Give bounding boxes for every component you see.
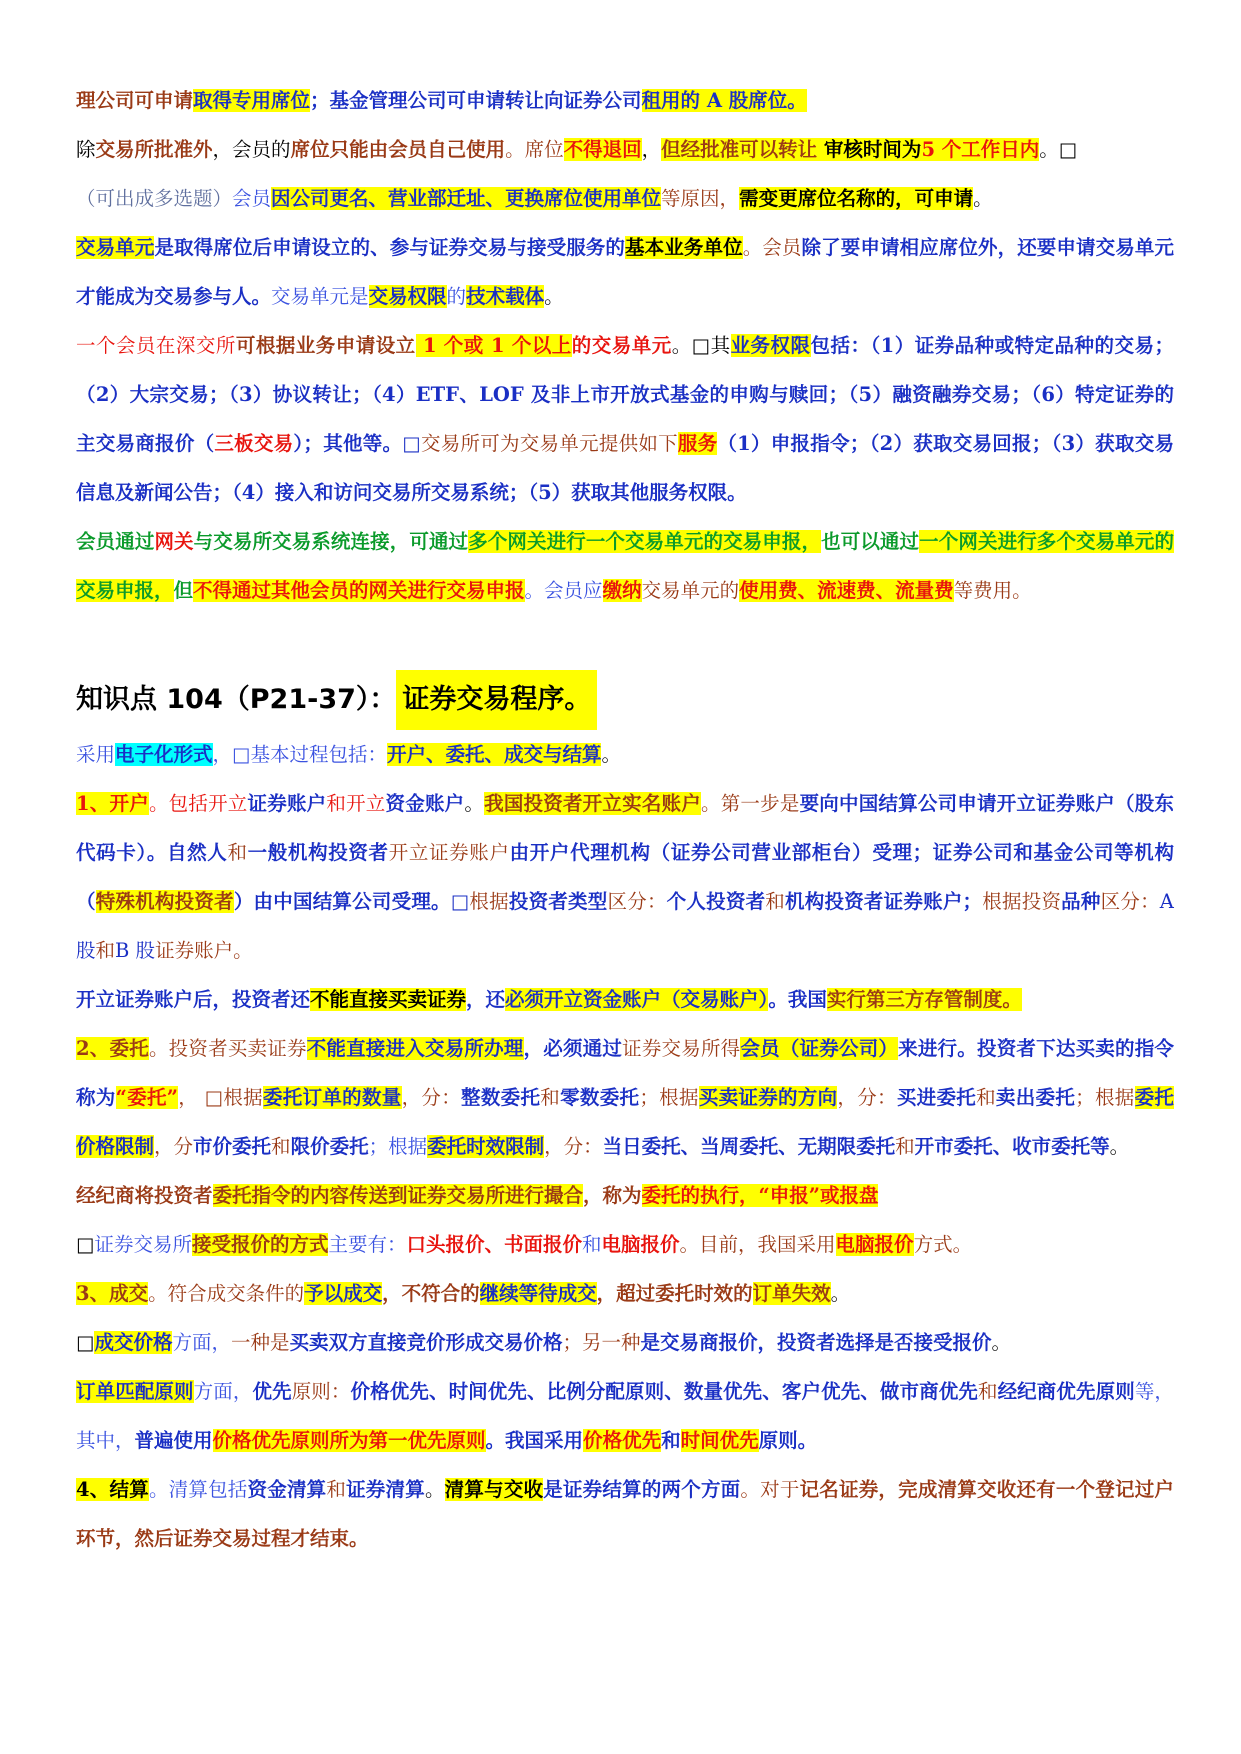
paragraph bbox=[76, 125, 1174, 174]
paragraph bbox=[76, 1367, 1174, 1465]
text-run: 时间优先 bbox=[680, 1429, 759, 1452]
text-run: ， bbox=[523, 1037, 544, 1060]
text-run: 由开户代理机构（证券公司营业部柜台）受理；证券公司和基金公司等机构（ bbox=[76, 841, 1174, 913]
text-run: ；基金管理公司可申请转让向证券公司 bbox=[310, 89, 642, 112]
text-run: ，称为 bbox=[583, 1184, 642, 1207]
text-run: 区分： bbox=[1100, 890, 1160, 913]
text-run: 。 bbox=[601, 743, 621, 766]
text-run: 。目前，我国采用 bbox=[679, 1233, 836, 1256]
text-run: 成交价格 bbox=[94, 1331, 173, 1354]
text-run: 除了要申请相应席位外，还要申请交易单元才能成为交易参与人。 bbox=[76, 236, 1174, 308]
text-run: 一个网关进行多个交易单元的交易申报， bbox=[76, 530, 1174, 602]
text-run: 不得通过其他会员的网关进行交易申报 bbox=[193, 579, 525, 602]
text-run: 个人投资者 bbox=[666, 890, 766, 913]
text-run: 。 bbox=[991, 1331, 1012, 1354]
text-run: 是证券结算的两个方面 bbox=[543, 1478, 741, 1501]
text-run: （1）申报指令；（2）获取交易回报；（3）获取交易信息及新闻公告；（4）接入和访问交易所交易系统；（5）获取其他服务权限。 bbox=[76, 432, 1174, 504]
section-heading bbox=[76, 670, 1174, 730]
text-run: 主要有： bbox=[328, 1233, 407, 1256]
text-run: 交易所批准外 bbox=[95, 138, 213, 161]
text-run: 要向中国结算公司申请开立证券账户（股东代码卡）。自然人 bbox=[76, 792, 1174, 864]
text-run: 使用费、流速费、流量费 bbox=[739, 579, 954, 602]
text-run: 委托价格限制 bbox=[76, 1086, 1174, 1158]
text-run: 委托时效限制 bbox=[427, 1135, 545, 1158]
text-run: ，还 bbox=[466, 988, 506, 1011]
text-run: 方式。 bbox=[913, 1233, 973, 1256]
text-run: 需变更席位名称的，可申请 bbox=[739, 187, 974, 210]
text-run: 。包括开立 bbox=[148, 792, 248, 815]
text-run: 会员通过 bbox=[76, 530, 155, 553]
text-run: 资金清算 bbox=[247, 1478, 327, 1501]
text-run: 一般机构投资者 bbox=[247, 841, 389, 864]
text-run: 我国投资者开立实名账户 bbox=[484, 792, 701, 815]
text-run: 当日委托、当周委托、无期限委托 bbox=[602, 1135, 896, 1158]
text-run: 1、开户 bbox=[76, 792, 149, 815]
text-run: 。席位 bbox=[505, 138, 564, 161]
text-run: 机构投资者证券账户； bbox=[785, 890, 983, 913]
text-run: □ bbox=[76, 1233, 95, 1256]
text-run: 4、结算 bbox=[76, 1478, 149, 1501]
text-run: 和 bbox=[271, 1135, 291, 1158]
text-run: ，分 bbox=[154, 1135, 194, 1158]
text-run: 包括：（1）证券品种或特定品种的交易；（2）大宗交易；（3）协议转让；（4）ETF、LOF 及非上市开放式基金的申购与赎回；（5）融资融券交易；（6）特定证券的主交易商报价（ bbox=[76, 334, 1174, 455]
text-run: 普遍使用 bbox=[134, 1429, 213, 1452]
text-run: 和 bbox=[540, 1086, 561, 1109]
text-run: 交易单元 bbox=[76, 236, 155, 259]
text-run: 多个网关进行一个交易单元的交易申报， bbox=[468, 530, 822, 553]
text-run: 必须通过 bbox=[543, 1037, 623, 1060]
text-run: 交易单元的 bbox=[641, 579, 740, 602]
text-run: 。 bbox=[1109, 1135, 1130, 1158]
text-run: 。我国 bbox=[768, 988, 827, 1011]
text-run: 证券账户。 bbox=[155, 939, 253, 962]
text-run: 方面， bbox=[172, 1331, 231, 1354]
text-run: 和 bbox=[95, 939, 116, 962]
document-page bbox=[76, 76, 1174, 1563]
text-run: 。 bbox=[424, 1478, 445, 1501]
text-run: 价格优先、时间优先、比例分配原则、数量优先、客户优先、做市商优先 bbox=[350, 1380, 978, 1403]
text-run: 是交易商报价，投资者选择是否接受报价 bbox=[640, 1331, 992, 1354]
paragraph bbox=[76, 1220, 1174, 1269]
text-run: 交易权限 bbox=[368, 285, 447, 308]
text-run: 原则： bbox=[291, 1380, 351, 1403]
text-run: 服务 bbox=[677, 432, 718, 455]
paragraph bbox=[76, 76, 1174, 125]
text-run: 根据投资 bbox=[982, 890, 1062, 913]
text-run: ，□基本过程包括： bbox=[212, 743, 387, 766]
text-run: 投资者类型 bbox=[508, 890, 608, 913]
text-run: 零数委托 bbox=[560, 1086, 640, 1109]
text-run: 是取得席位后申请设立的、参与证券交易与接受服务的 bbox=[154, 236, 626, 259]
text-run: 开立证券账户后，投资者还 bbox=[76, 988, 311, 1011]
text-run: ；根据 bbox=[1075, 1086, 1135, 1109]
text-run: 1 个或 1 个以上 bbox=[415, 334, 572, 357]
paragraph bbox=[76, 1465, 1174, 1563]
paragraph bbox=[76, 779, 1174, 975]
text-run: 。第一步是 bbox=[700, 792, 800, 815]
text-run: 3、成交 bbox=[76, 1282, 149, 1305]
text-run: 和 bbox=[976, 1086, 996, 1109]
text-run: ；根据 bbox=[639, 1086, 699, 1109]
text-run: ；根据 bbox=[368, 1135, 428, 1158]
text-run: 。会员应 bbox=[524, 579, 603, 602]
text-run: 和开立 bbox=[326, 792, 386, 815]
text-run: 口头报价、书面报价 bbox=[406, 1233, 582, 1256]
text-run: 原则。 bbox=[758, 1429, 818, 1452]
text-run: 和 bbox=[661, 1429, 681, 1452]
text-run: 可根据业务申请设立 bbox=[235, 334, 416, 357]
text-run: 和 bbox=[227, 841, 248, 864]
text-run: 清算与交收 bbox=[444, 1478, 544, 1501]
text-run: 开市委托、收市委托等 bbox=[914, 1135, 1110, 1158]
text-run: ，超过委托时效的 bbox=[596, 1282, 753, 1305]
text-run: 网关 bbox=[154, 530, 194, 553]
text-run: 审核时间为 bbox=[817, 138, 922, 161]
text-run: 。我国采用 bbox=[485, 1429, 584, 1452]
text-run: 。 bbox=[544, 285, 564, 308]
text-run: 记名证券，完成清算交收还有一个登记过户环节，然后证券交易过程才结束。 bbox=[76, 1478, 1174, 1550]
text-run: 缴纳 bbox=[602, 579, 642, 602]
text-run: 。符合成交条件的 bbox=[148, 1282, 305, 1305]
text-run: 接受报价的方式 bbox=[191, 1233, 329, 1256]
text-run: 但经批准可以转让 bbox=[661, 138, 818, 161]
text-run: 区分： bbox=[607, 890, 667, 913]
text-run: 等，其中， bbox=[76, 1380, 1174, 1452]
text-run: 理公司可申请 bbox=[76, 89, 194, 112]
paragraph bbox=[76, 1171, 1174, 1220]
text-run: 租用的 A 股席位。 bbox=[641, 89, 807, 112]
text-run: 和 bbox=[582, 1233, 602, 1256]
text-run: 必须开立资金账户（交易账户） bbox=[505, 988, 769, 1011]
text-run: 一个会员在深交所 bbox=[76, 334, 236, 357]
text-run: 。对于 bbox=[740, 1478, 800, 1501]
text-run: 不能直接进入交易所办理 bbox=[306, 1037, 524, 1060]
text-run: 技术载体 bbox=[466, 285, 545, 308]
text-run: ）；其他等。□ bbox=[293, 432, 421, 455]
text-run: 卖出委托 bbox=[995, 1086, 1076, 1109]
text-run: ， □根据 bbox=[177, 1086, 263, 1109]
text-run: 根据 bbox=[469, 890, 509, 913]
text-run: 取得专用席位 bbox=[193, 89, 311, 112]
text-run: 继续等待成交 bbox=[479, 1282, 597, 1305]
text-run: 委托的执行，“申报”或报盘 bbox=[641, 1184, 879, 1207]
text-run: 和 bbox=[895, 1135, 915, 1158]
text-run: 。投资者买卖证券 bbox=[148, 1037, 307, 1060]
section-trading-procedure bbox=[76, 730, 1174, 1563]
text-run: 委托订单的数量 bbox=[262, 1086, 402, 1109]
text-run: 实行第三方存管制度。 bbox=[826, 988, 1022, 1011]
text-run: 特殊机构投资者 bbox=[95, 890, 234, 913]
paragraph bbox=[76, 174, 1174, 223]
text-run: 证券交易所 bbox=[94, 1233, 192, 1256]
text-run: “委托” bbox=[115, 1086, 178, 1109]
paragraph bbox=[76, 517, 1174, 615]
text-run: 订单失效 bbox=[752, 1282, 831, 1305]
heading-prefix: 知识点 104（P21-37）： bbox=[76, 684, 397, 715]
text-run: 采用 bbox=[76, 743, 116, 766]
text-run: 也可以通过 bbox=[821, 530, 920, 553]
paragraph bbox=[76, 1024, 1174, 1171]
text-run: 会员 bbox=[232, 187, 272, 210]
text-run: 2、委托 bbox=[76, 1037, 149, 1060]
text-run: 经纪商将投资者 bbox=[76, 1184, 213, 1207]
text-run: 会员（证券公司） bbox=[740, 1037, 899, 1060]
text-run: 买卖双方直接竞价形成交易价格 bbox=[289, 1331, 563, 1354]
text-run: 价格优先原则所为第一优先原则 bbox=[212, 1429, 486, 1452]
paragraph bbox=[76, 730, 1174, 779]
text-run: 优先 bbox=[252, 1380, 292, 1403]
text-run: 证券清算 bbox=[346, 1478, 425, 1501]
text-run: ；另一种 bbox=[562, 1331, 641, 1354]
paragraph bbox=[76, 975, 1174, 1024]
text-run: ）由中国结算公司受理。□ bbox=[233, 890, 470, 913]
text-run: 三板交易 bbox=[214, 432, 294, 455]
text-run: 委托指令的内容传送到证券交易所进行撮合 bbox=[212, 1184, 584, 1207]
text-run: 限价委托 bbox=[290, 1135, 369, 1158]
text-run: 业务权限 bbox=[730, 334, 811, 357]
text-run: 不能直接买卖证券 bbox=[310, 988, 467, 1011]
text-run: 基本业务单位 bbox=[625, 236, 743, 259]
text-run: （可出成多选题） bbox=[76, 187, 233, 210]
text-run: 一种是 bbox=[230, 1331, 290, 1354]
text-run: 价格优先 bbox=[583, 1429, 662, 1452]
text-run: 交易所可为交易单元提供如下 bbox=[420, 432, 678, 455]
text-run: 因公司更名、营业部迁址、更换席位使用单位 bbox=[271, 187, 662, 210]
text-run: 订单匹配原则 bbox=[76, 1380, 194, 1403]
text-run: 与交易所交易系统连接，可通过 bbox=[193, 530, 469, 553]
text-run: 电脑报价 bbox=[835, 1233, 914, 1256]
text-run: 来进行。投资者下达买卖的指令称为 bbox=[76, 1037, 1174, 1109]
text-run: 和 bbox=[326, 1478, 347, 1501]
text-run: 。□ bbox=[1039, 138, 1078, 161]
text-run: ， bbox=[212, 138, 233, 161]
text-run: 等原因， bbox=[661, 187, 740, 210]
text-run: 5 个工作日内 bbox=[921, 138, 1040, 161]
paragraph bbox=[76, 321, 1174, 517]
paragraph bbox=[76, 1269, 1174, 1318]
text-run: 等费用。 bbox=[953, 579, 1032, 602]
text-run: 方面， bbox=[193, 1380, 253, 1403]
text-run: 。□其 bbox=[671, 334, 731, 357]
text-run: 整数委托 bbox=[461, 1086, 541, 1109]
text-run: 。清算包括 bbox=[148, 1478, 248, 1501]
text-run: 和 bbox=[765, 890, 786, 913]
paragraph bbox=[76, 223, 1174, 321]
section-gap bbox=[76, 615, 1174, 670]
text-run: 的 bbox=[446, 285, 467, 308]
text-run: 电子化形式 bbox=[115, 743, 213, 766]
heading-title: 证券交易程序。 bbox=[396, 670, 597, 730]
text-run: 交易单元是 bbox=[271, 285, 369, 308]
text-run: 不得退回 bbox=[563, 138, 642, 161]
text-run: 电脑报价 bbox=[601, 1233, 680, 1256]
text-run: ，分： bbox=[544, 1135, 603, 1158]
text-run: 买进委托 bbox=[896, 1086, 977, 1109]
text-run: ，不符合的 bbox=[382, 1282, 480, 1305]
text-run: 的交易单元 bbox=[571, 334, 672, 357]
text-run: 会员的 bbox=[232, 138, 291, 161]
text-run: B 股 bbox=[115, 939, 156, 962]
text-run: 。会员 bbox=[742, 236, 802, 259]
text-run: 品种 bbox=[1061, 890, 1101, 913]
text-run: 。 bbox=[830, 1282, 851, 1305]
text-run: 除 bbox=[76, 138, 96, 161]
paragraph bbox=[76, 1318, 1174, 1367]
text-run: 予以成交 bbox=[304, 1282, 383, 1305]
text-run: 经纪商优先原则 bbox=[997, 1380, 1135, 1403]
text-run: 开立证券账户 bbox=[388, 841, 510, 864]
text-run: 证券交易所得 bbox=[622, 1037, 741, 1060]
text-run: 。 bbox=[464, 792, 485, 815]
text-run: 证券账户 bbox=[247, 792, 327, 815]
text-run: 但 bbox=[173, 579, 194, 602]
text-run: 。 bbox=[973, 187, 993, 210]
text-run: ，分： bbox=[401, 1086, 462, 1109]
text-run: 和 bbox=[977, 1380, 998, 1403]
text-run: 开户、委托、成交与结算 bbox=[386, 743, 602, 766]
text-run: 席位只能由会员自己使用 bbox=[290, 138, 506, 161]
text-run: A 股 bbox=[76, 890, 1174, 962]
text-run: 买卖证券的方向 bbox=[698, 1086, 838, 1109]
text-run: 资金账户 bbox=[385, 792, 465, 815]
text-run: □ bbox=[76, 1331, 95, 1354]
text-run: ， bbox=[641, 138, 662, 161]
text-run: 市价委托 bbox=[193, 1135, 272, 1158]
section-seats-trading-units bbox=[76, 76, 1174, 615]
text-run: ，分： bbox=[837, 1086, 897, 1109]
